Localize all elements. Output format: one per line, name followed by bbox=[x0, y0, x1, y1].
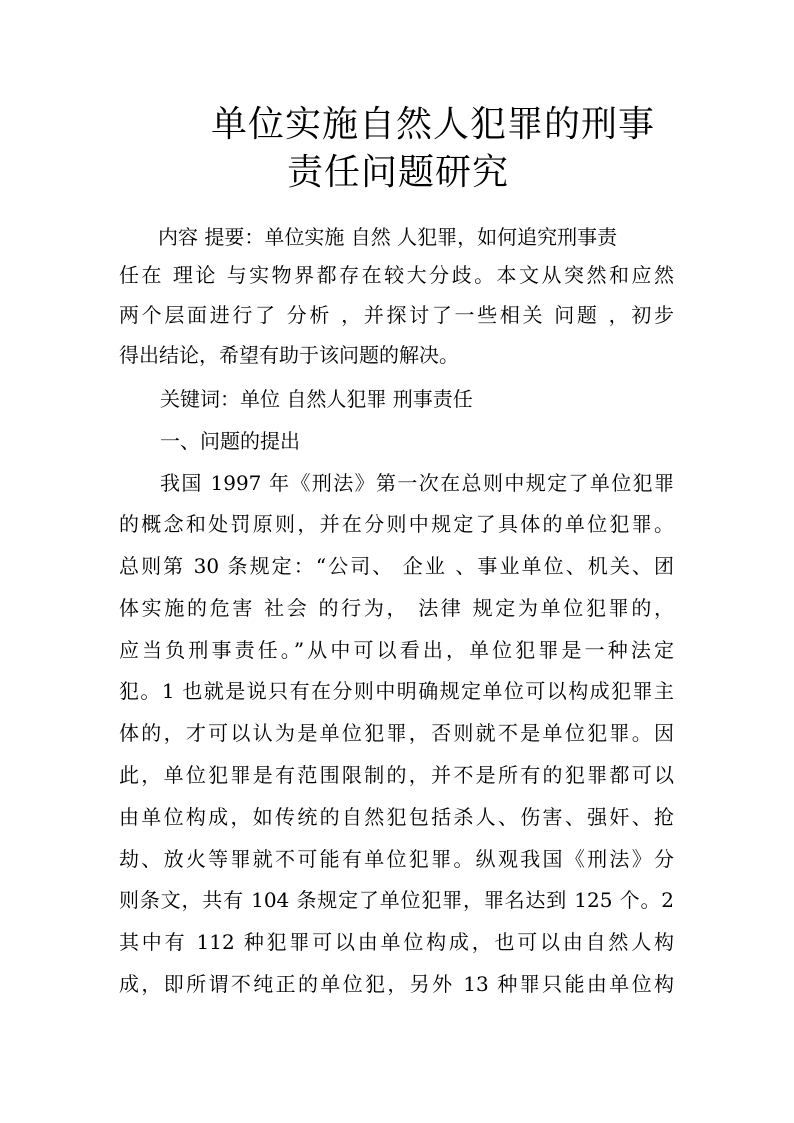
body-line: 犯。1 也就是说只有在分则中明确规定单位可以构成犯罪主 bbox=[119, 679, 674, 703]
keywords-line: 关键词：单位 自然人犯罪 刑事责任 bbox=[160, 387, 473, 411]
abstract-line: 内容 提要：单位实施 自然 人犯罪，如何追究刑事责 bbox=[158, 225, 618, 249]
body-line: 由单位构成，如传统的自然犯包括杀人、伤害、强奸、抢 bbox=[119, 805, 674, 829]
body-line: 其中有 112 种犯罪可以由单位构成，也可以由自然人构 bbox=[119, 930, 674, 954]
abstract-line: 任在 理论 与实物界都存在较大分歧。本文从突然和应然 bbox=[119, 263, 674, 287]
body-line: 则条文，共有 104 条规定了单位犯罪，罪名达到 125 个。2 bbox=[119, 888, 674, 912]
abstract-line: 得出结论，希望有助于该问题的解决。 bbox=[119, 343, 459, 367]
body-line: 的概念和处罚原则，并在分则中规定了具体的单位犯罪。 bbox=[119, 512, 674, 536]
body-line: 体实施的危害 社会 的行为， 法律 规定为单位犯罪的， bbox=[119, 596, 674, 620]
abstract-line: 两个层面进行了 分析 ，并探讨了一些相关 问题 ，初步 bbox=[119, 303, 674, 327]
body-line: 体的，才可以认为是单位犯罪，否则就不是单位犯罪。因 bbox=[119, 721, 674, 745]
body-line: 我国 1997 年《刑法》第一次在总则中规定了单位犯罪 bbox=[160, 471, 674, 495]
body-line: 应当负刑事责任。”从中可以看出，单位犯罪是一种法定 bbox=[119, 638, 674, 662]
document-title-line-2: 责任问题研究 bbox=[287, 152, 510, 193]
document-title-line-1: 单位实施自然人犯罪的刑事 bbox=[211, 104, 656, 145]
body-line: 成，即所谓不纯正的单位犯，另外 13 种罪只能由单位构 bbox=[119, 972, 674, 996]
body-line: 此，单位犯罪是有范围限制的，并不是所有的犯罪都可以 bbox=[119, 763, 674, 787]
section-heading: 一、问题的提出 bbox=[160, 429, 300, 453]
body-line: 劫、放火等罪就不可能有单位犯罪。纵观我国《刑法》分 bbox=[119, 847, 674, 871]
body-line: 总则第 30 条规定：“公司、 企业 、事业单位、机关、团 bbox=[119, 554, 674, 578]
